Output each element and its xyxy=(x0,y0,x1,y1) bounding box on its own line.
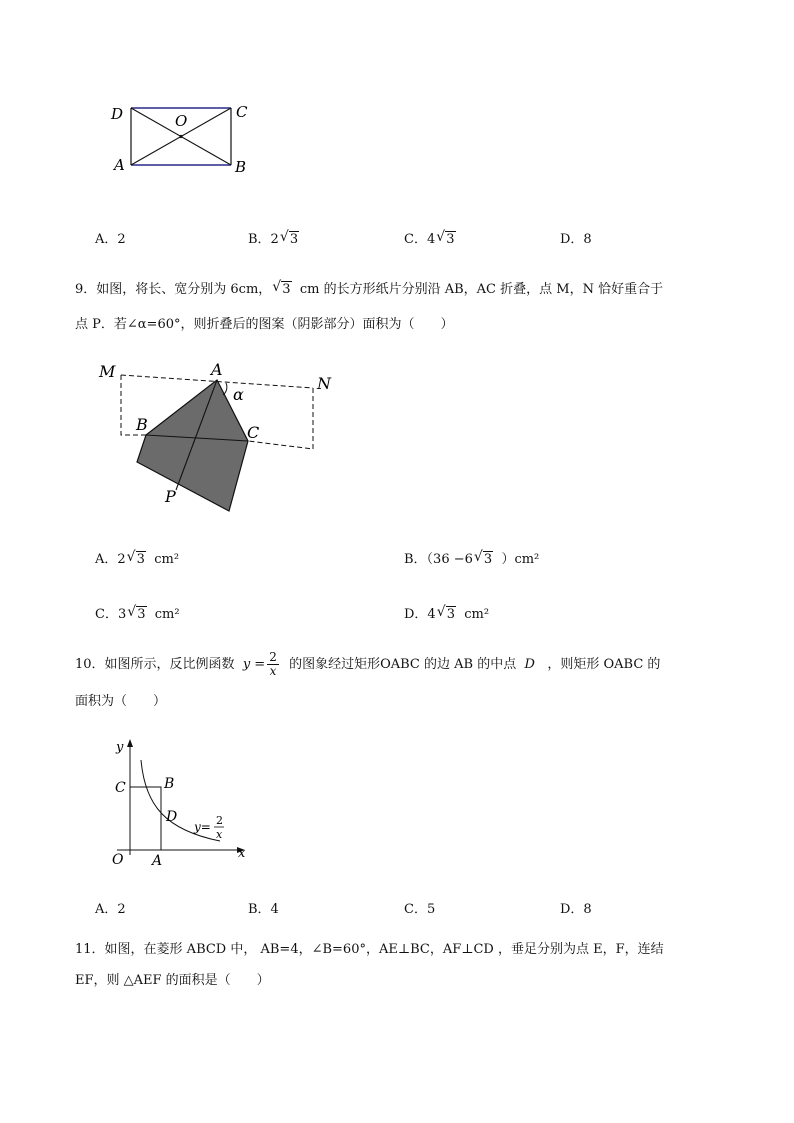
label-O: O xyxy=(175,112,188,130)
q8-option-d: D．8 xyxy=(560,232,592,247)
q10-option-d: D．8 xyxy=(560,902,592,917)
label-N: N xyxy=(317,374,331,393)
q10-option-a: A．2 xyxy=(95,902,126,917)
label-A-fold: A xyxy=(211,360,223,379)
q10-line2: 面积为（ ） xyxy=(75,694,167,709)
rectangle-diagonals-figure xyxy=(100,95,270,185)
folded-paper-figure xyxy=(95,358,345,518)
q11-line2: EF，则 △AEF 的面积是（ ） xyxy=(75,973,270,988)
label-M: M xyxy=(99,362,116,381)
func-label-den: x xyxy=(216,828,223,841)
label-D-graph: D xyxy=(166,809,178,825)
label-alpha: α xyxy=(233,385,244,404)
label-A-graph: A xyxy=(152,853,163,869)
q10-option-b: B．4 xyxy=(248,902,279,917)
q9-option-d: D．4 √ 3 cm² xyxy=(404,604,490,622)
hyperbola-figure xyxy=(105,735,255,870)
label-P: P xyxy=(165,487,176,506)
label-B: B xyxy=(235,158,247,176)
func-label-y: y= xyxy=(194,820,211,834)
label-C-graph: C xyxy=(115,780,126,796)
axis-y-label: y xyxy=(116,740,124,755)
q9-option-a: A．2 √ 3 cm² xyxy=(95,549,180,567)
q10-option-c: C．5 xyxy=(404,902,436,917)
label-C-fold: C xyxy=(247,423,260,442)
label-C: C xyxy=(236,103,248,121)
q11-line1: 11．如图，在菱形 ABCD 中， AB=4，∠B=60°，AE⊥BC，AF⊥CD ，垂足分别为点 E，F，连结 xyxy=(75,942,664,957)
label-O-graph: O xyxy=(112,852,124,868)
q8-option-c: C．4 √ 3 xyxy=(404,229,455,247)
point-D-text: D xyxy=(524,657,535,672)
func-label-num: 2 xyxy=(216,814,223,827)
q9-option-b: B．（36 −6 √ 3 ）cm² xyxy=(404,549,540,567)
q8-option-b: B．2 √ 3 xyxy=(248,229,299,247)
label-D: D xyxy=(111,105,124,123)
label-B-graph: B xyxy=(164,776,175,792)
label-A: A xyxy=(114,156,125,174)
q9-line1: 9．如图，将长、宽分别为 6cm， √ 3 cm 的长方形纸片分别沿 AB，AC 折叠，点 M，N 恰好重合于 xyxy=(75,279,664,297)
q10-line1: 10．如图所示，反比例函数 y = $\frac{2}{x}$ 的图象经过矩形OABC 的边 AB 的中点 D ，则矩形 OABC 的 xyxy=(75,650,661,678)
label-B-fold: B xyxy=(136,415,148,434)
q9-option-c: C．3 √ 3 cm² xyxy=(95,604,180,622)
q8-option-a: A．2 xyxy=(95,232,126,247)
axis-x-label: x xyxy=(238,846,246,861)
q9-line2: 点 P．若∠α=60°，则折叠后的图案（阴影部分）面积为（ ） xyxy=(75,317,454,332)
